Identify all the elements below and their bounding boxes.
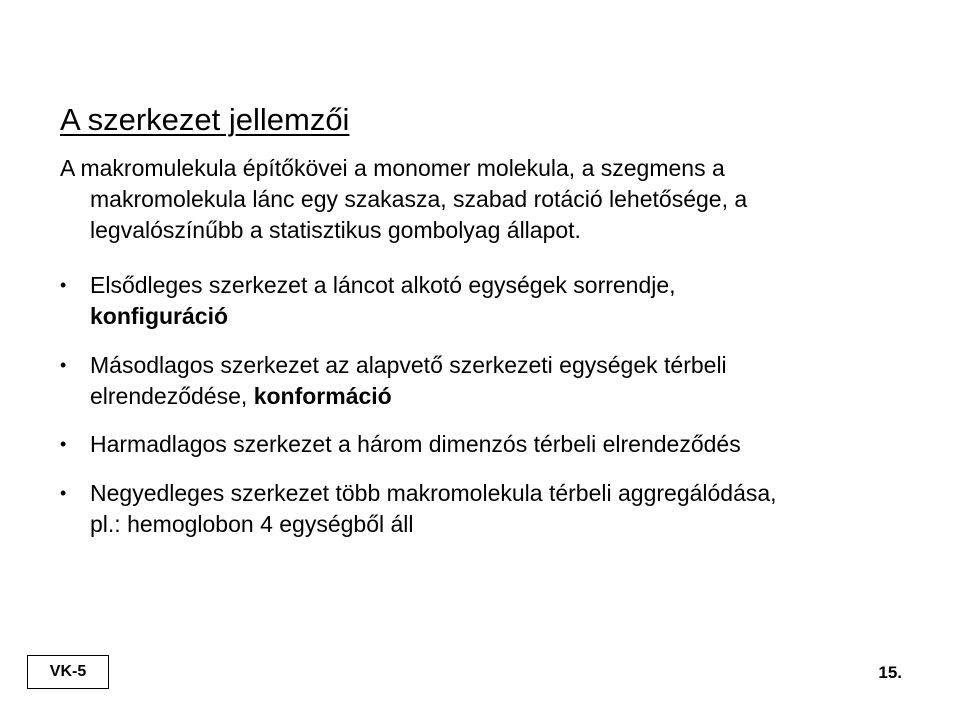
bullet-item-secondary-structure	[60, 350, 930, 412]
bullet-item-tertiary-structure	[60, 429, 930, 460]
bullet-line	[60, 381, 930, 412]
bullet-keyword: konformáció	[253, 383, 392, 409]
bullet-line	[60, 301, 930, 332]
intro-line: makromolekula lánc egy szakasza, szabad rotáció lehetősége, a	[90, 186, 748, 212]
bullet-icon: •	[60, 483, 67, 503]
bullet-keyword: konfiguráció	[90, 303, 229, 329]
bullet-item-quaternary-structure	[60, 478, 930, 540]
bullet-line: Másodlagos szerkezet az alapvető szerkezeti egységek térbeli	[90, 352, 727, 378]
intro-line: legvalószínűbb a statisztikus gombolyag állapot.	[90, 217, 581, 243]
bullet-item-primary-structure	[60, 270, 930, 332]
bullet-icon: •	[60, 355, 67, 375]
bullet-icon: •	[60, 275, 67, 295]
bullet-line: Negyedleges szerkezet több makromolekula térbeli aggregálódása,	[90, 480, 777, 506]
bullet-icon: •	[60, 434, 67, 454]
bullet-line: Harmadlagos szerkezet a három dimenzós térbeli elrendeződés	[90, 431, 741, 457]
intro-paragraph	[60, 153, 920, 246]
intro-line: A makromulekula építőkövei a monomer molekula, a szegmens a	[60, 155, 725, 181]
bullet-text: elrendeződése,	[90, 383, 254, 409]
slide-title: A szerkezet jellemzői	[60, 102, 350, 137]
footer-label-box: VK-5	[27, 655, 109, 689]
bullet-line: pl.: hemoglobon 4 egységből áll	[90, 511, 414, 537]
page-number: 15.	[878, 663, 902, 682]
bullet-line: Elsődleges szerkezet a láncot alkotó egységek sorrendje,	[90, 272, 676, 298]
